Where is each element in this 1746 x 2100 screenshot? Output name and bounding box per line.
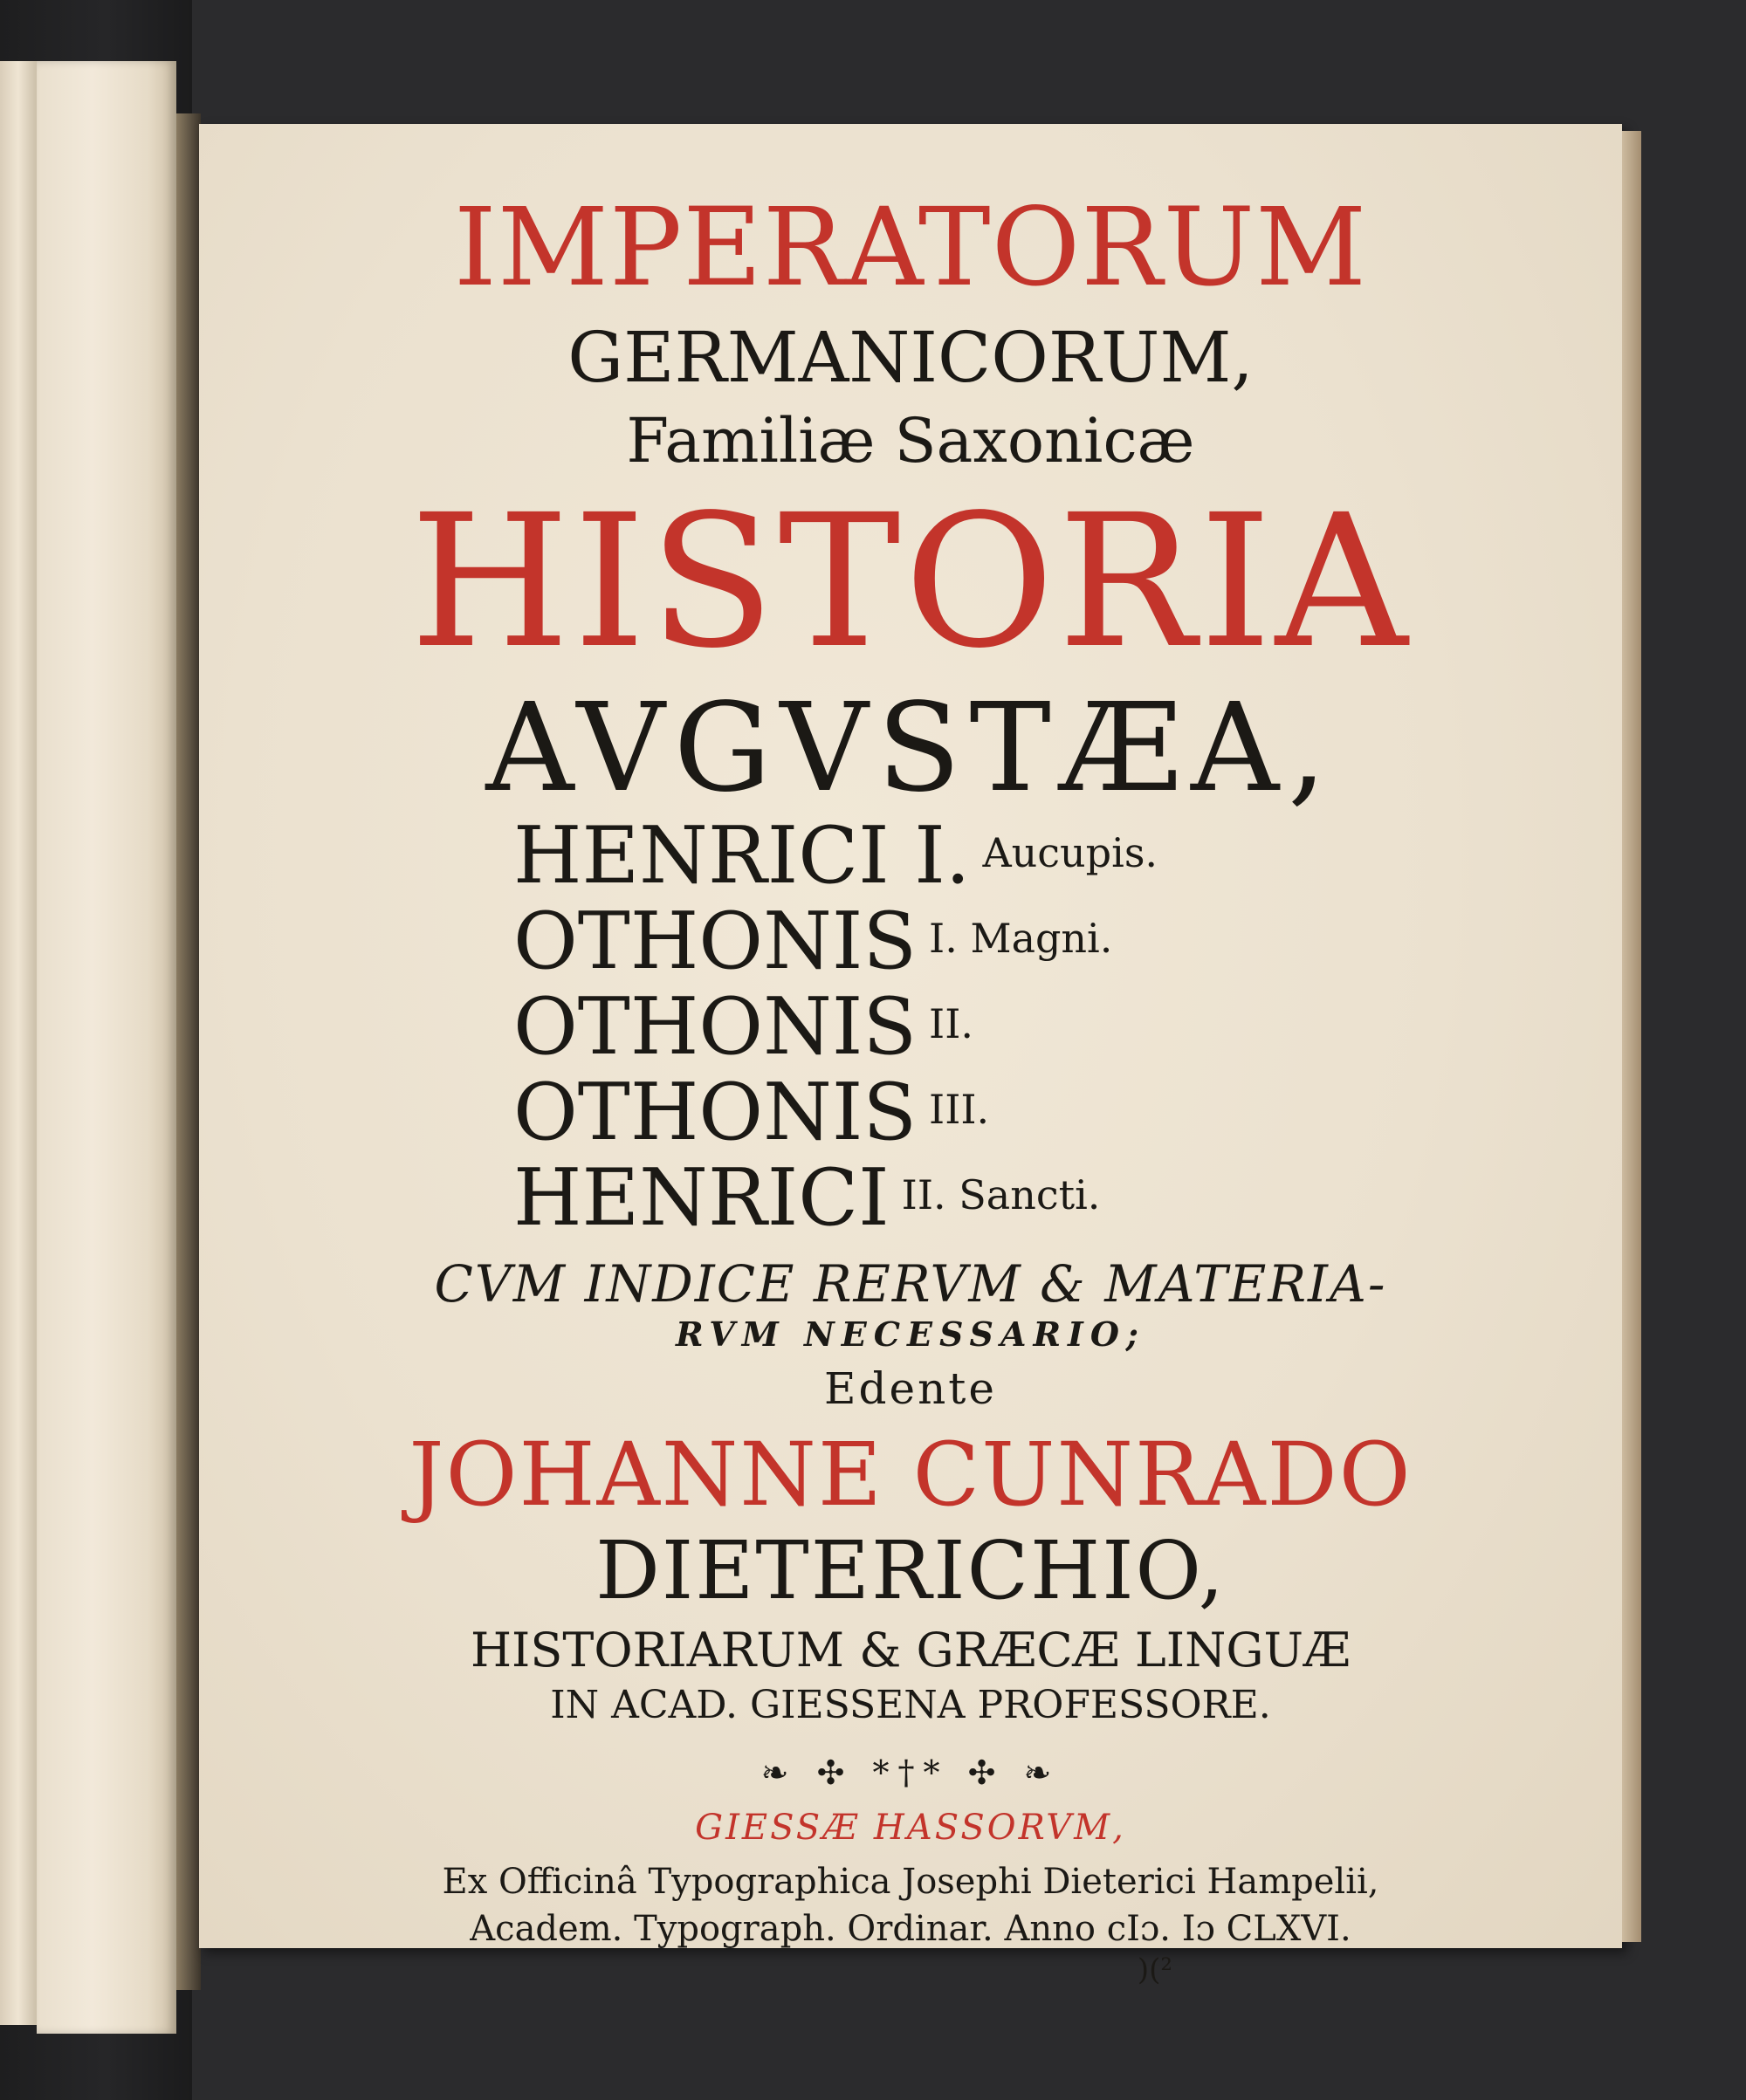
edente-line: Edente: [824, 1363, 997, 1414]
page-fore-edge: [1622, 131, 1641, 1942]
emperor-name: OTHONIS: [513, 1067, 918, 1158]
signature-mark: )(²: [1137, 1952, 1173, 1987]
emperor-epithet: III.: [929, 1085, 990, 1133]
emperor-line: [199, 1152, 1622, 1244]
title-line-augustaea: AVGVSTÆA,: [485, 677, 1336, 820]
emperor-line: [199, 810, 1622, 902]
imprint-place: GIESSÆ HASSORVM,: [695, 1808, 1126, 1848]
book-binding-edge: [0, 61, 37, 2025]
author-role-line-1: HISTORIARUM & GRÆCÆ LINGUÆ: [470, 1623, 1351, 1678]
title-line-imperatorum: IMPERATORUM: [453, 185, 1368, 311]
emperor-epithet: II. Sancti.: [901, 1170, 1101, 1218]
book-gutter: [176, 113, 201, 1990]
emperor-name: OTHONIS: [513, 981, 918, 1073]
imprint-printer-line-1: Ex Officinâ Typographica Josephi Dieterici Hampelii,: [442, 1862, 1379, 1902]
title-line-historia: HISTORIA: [409, 475, 1412, 689]
author-surname-line: DIETERICHIO,: [595, 1524, 1226, 1617]
emperor-epithet: Aucupis.: [982, 828, 1158, 876]
index-line-2: RVM NECESSARIO;: [676, 1314, 1145, 1354]
facing-page-edge: [37, 61, 176, 2034]
emperor-name: HENRICI: [513, 1152, 890, 1244]
title-line-germanicorum: GERMANICORUM,: [567, 317, 1254, 398]
emperor-epithet: II.: [929, 999, 974, 1047]
emperor-name: OTHONIS: [513, 896, 918, 987]
emperor-name: HENRICI I.: [513, 810, 971, 902]
emperor-line: [199, 981, 1622, 1073]
emperor-epithet: I. Magni.: [929, 914, 1113, 962]
emperor-line: [199, 896, 1622, 987]
title-line-familiae: Familiæ Saxonicæ: [626, 405, 1195, 477]
index-line-1: CVM INDICE RERVM & MATERIA-: [434, 1254, 1387, 1314]
author-name-line: JOHANNE CUNRADO: [409, 1424, 1413, 1526]
author-role-line-2: IN ACAD. GIESSENA PROFESSORE.: [550, 1683, 1271, 1727]
emperor-line: [199, 1067, 1622, 1158]
printers-ornament: ❧ ✣ *†* ✣ ❧: [760, 1753, 1061, 1792]
imprint-printer-line-2: Academ. Typograph. Ordinar. Anno cIɔ. Iɔ CLXVI.: [470, 1909, 1351, 1949]
title-page-text: [199, 185, 1622, 1987]
title-page: [199, 124, 1622, 1987]
